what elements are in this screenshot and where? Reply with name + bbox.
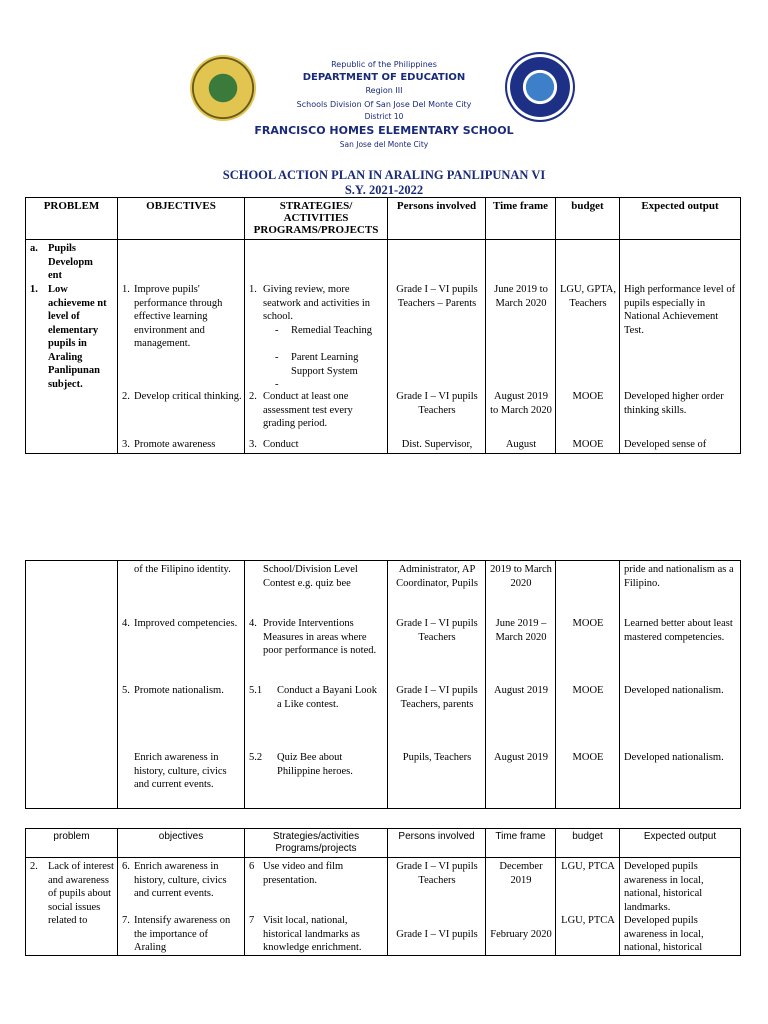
output-cell (620, 240, 741, 454)
objective-3-text: Promote awareness (134, 439, 216, 450)
time-5-1: August 2019 (494, 685, 548, 696)
dash-icon: - (275, 352, 279, 363)
time-3-continued: 2019 to March 2020 (490, 564, 552, 589)
time-2-cell (486, 858, 556, 956)
budget-7: LGU, PTCA (561, 915, 615, 926)
action-plan-table-3 (25, 828, 741, 956)
objective-5b-text: Enrich awareness in history, culture, civics and current events. (134, 752, 227, 790)
strategy-5-2-text: Quiz Bee about Philippine heroes. (277, 752, 353, 777)
time-5-2: August 2019 (494, 752, 548, 763)
header-objectives: OBJECTIVES (118, 198, 245, 240)
objective-3-continued: of the Filipino identity. (134, 564, 231, 575)
problem-cell (26, 240, 118, 454)
objective-1-num: 1. (122, 284, 130, 295)
objective-6-num: 6. (122, 861, 130, 872)
objective-7-num: 7. (122, 915, 130, 926)
strategy-2-text: Conduct at least one assessment test every grading period. (263, 391, 353, 429)
school-year: S.Y. 2021-2022 (344, 183, 424, 197)
output-3: Developed sense of (624, 439, 707, 450)
objective-3-num: 3. (122, 439, 130, 450)
time-2: August 2019 to March 2020 (490, 391, 552, 416)
header-expected-output-2: Expected output (620, 829, 741, 858)
output-6: Developed pupils awareness in local, national, historical landmarks. (624, 861, 704, 913)
dash-icon: - (275, 379, 279, 390)
strategy-1-num: 1. (249, 284, 257, 295)
budget-2: MOOE (572, 391, 604, 402)
strategy-7-num: 7 (249, 915, 255, 926)
objective-5-text: Promote nationalism. (134, 685, 224, 696)
objectives-cell (118, 240, 245, 454)
persons-2: Grade I – VI pupils Teachers (396, 391, 478, 416)
header-time-frame-2: Time frame (486, 829, 556, 858)
header-persons-2: Persons involved (388, 829, 486, 858)
budget-1: LGU, GPTA, Teachers (559, 284, 617, 309)
objective-6-text: Enrich awareness in history, culture, civics and current events. (134, 861, 227, 899)
objective-1-text: Improve pupils' performance through effective learning environment and management. (134, 284, 223, 349)
persons-2-cell (388, 858, 486, 956)
strategy-5-1-text: Conduct a Bayani Look a Like contest. (277, 685, 378, 710)
problem-2-cell (26, 858, 118, 956)
problem-a-marker: a. (30, 243, 38, 254)
school-name: FRANCISCO HOMES ELEMENTARY SCHOOL (254, 124, 514, 137)
action-plan-table-2 (25, 560, 741, 809)
budget-5-1: MOOE (572, 685, 604, 696)
objective-4-num: 4. (122, 618, 130, 629)
persons-4: Grade I – VI pupils Teachers (396, 618, 478, 643)
time-4: June 2019 – March 2020 (495, 618, 547, 643)
output-7: Developed pupils awareness in local, national, historical (624, 915, 704, 953)
budget-cell (556, 240, 620, 454)
output-1: High performance level of pupils especially in National Achievement Test. (624, 284, 736, 336)
persons-cell (388, 240, 486, 454)
time-3: August (505, 439, 537, 450)
republic-text: Republic of the Philippines (331, 60, 437, 69)
output-cell-continued (620, 561, 741, 809)
problem-a-text: Pupils Developm ent (48, 243, 93, 281)
objective-2-num: 2. (122, 391, 130, 402)
problem-1-text: Low achieveme nt level of elementary pupils in Araling Panlipunan subject. (48, 284, 107, 390)
header-strategies: STRATEGIES/ ACTIVITIES PROGRAMS/PROJECTS (245, 198, 388, 240)
strategy-4-num: 4. (249, 618, 257, 629)
department-text: DEPARTMENT OF EDUCATION (302, 72, 466, 83)
problem-1-marker: 1. (30, 284, 38, 295)
district-text: District 10 (364, 112, 404, 121)
persons-3: Dist. Supervisor, (401, 439, 473, 450)
strategy-6-text: Use video and film presentation. (263, 861, 344, 886)
header-strategies-2: Strategies/activities Programs/projects (245, 829, 388, 858)
problem-cell-continued (26, 561, 118, 809)
strategy-3-num: 3. (249, 439, 257, 450)
time-7: February 2020 (490, 929, 552, 940)
persons-7: Grade I – VI pupils (396, 929, 478, 940)
objective-2-text: Develop critical thinking. (134, 391, 242, 402)
header-objectives-2: objectives (118, 829, 245, 858)
strategies-cell (245, 240, 388, 454)
header-time-frame: Time frame (486, 198, 556, 240)
output-2: Developed higher order thinking skills. (624, 391, 724, 416)
header-persons: Persons involved (388, 198, 486, 240)
strategy-1-subitem-1: Remedial Teaching (291, 325, 373, 336)
strategy-4-text: Provide Interventions Measures in areas where poor performance is noted. (263, 618, 377, 656)
output-5-2: Developed nationalism. (624, 752, 724, 763)
objective-4-text: Improved competencies. (134, 618, 238, 629)
output-2-cell (620, 858, 741, 956)
time-cell-continued (486, 561, 556, 809)
strategy-5-1-num: 5.1 (249, 685, 263, 696)
budget-5-2: MOOE (572, 752, 604, 763)
persons-5-1: Grade I – VI pupils Teachers, parents (396, 685, 478, 710)
strategies-2-cell (245, 858, 388, 956)
persons-1: Grade I – VI pupils Teachers – Parents (396, 284, 478, 309)
region-text: Region III (365, 86, 403, 95)
division-text: Schools Division Of San Jose Del Monte City (296, 100, 472, 109)
strategy-3-text: Conduct (263, 439, 299, 450)
strategy-2-num: 2. (249, 391, 257, 402)
output-3-continued: pride and nationalism as a Filipino. (624, 564, 734, 589)
persons-cell-continued (388, 561, 486, 809)
header-problem-2: problem (26, 829, 118, 858)
city-text: San Jose del Monte City (339, 140, 429, 149)
header-expected-output: Expected output (620, 198, 741, 240)
objectives-cell-continued (118, 561, 245, 809)
persons-5-2: Pupils, Teachers (402, 752, 472, 763)
budget-3: MOOE (572, 439, 604, 450)
problem-2-num: 2. (30, 861, 38, 872)
strategy-1-text: Giving review, more seatwork and activities in school. (263, 284, 371, 322)
header-budget: budget (556, 198, 620, 240)
strategies-cell-continued (245, 561, 388, 809)
time-cell (486, 240, 556, 454)
budget-6: LGU, PTCA (561, 861, 615, 872)
strategy-5-2-num: 5.2 (249, 752, 263, 763)
dash-icon: - (275, 325, 279, 336)
action-plan-table-1 (25, 197, 741, 454)
objective-5-num: 5. (122, 685, 130, 696)
persons-3-continued: Administrator, AP Coordinator, Pupils (396, 564, 478, 589)
strategy-7-text: Visit local, national, historical landmarks as knowledge enrichment. (263, 915, 362, 953)
budget-4: MOOE (572, 618, 604, 629)
header-problem: PROBLEM (26, 198, 118, 240)
time-1: June 2019 to March 2020 (494, 284, 548, 309)
budget-cell-continued (556, 561, 620, 809)
objectives-2-cell (118, 858, 245, 956)
strategy-6-num: 6 (249, 861, 255, 872)
output-5-1: Developed nationalism. (624, 685, 724, 696)
plan-title: SCHOOL ACTION PLAN IN ARALING PANLIPUNAN VI (222, 168, 546, 182)
strategy-1-subitem-2: Parent Learning Support System (291, 352, 359, 377)
problem-2-text: Lack of interest and awareness of pupils about social issues related to (48, 861, 114, 926)
persons-6: Grade I – VI pupils Teachers (396, 861, 478, 886)
output-4: Learned better about least mastered competencies. (624, 618, 733, 643)
objective-7-text: Intensify awareness on the importance of Araling (134, 915, 231, 953)
strategy-3-continued: School/Division Level Contest e.g. quiz bee (263, 564, 358, 589)
header-budget-2: budget (556, 829, 620, 858)
time-6: December 2019 (499, 861, 543, 886)
budget-2-cell (556, 858, 620, 956)
